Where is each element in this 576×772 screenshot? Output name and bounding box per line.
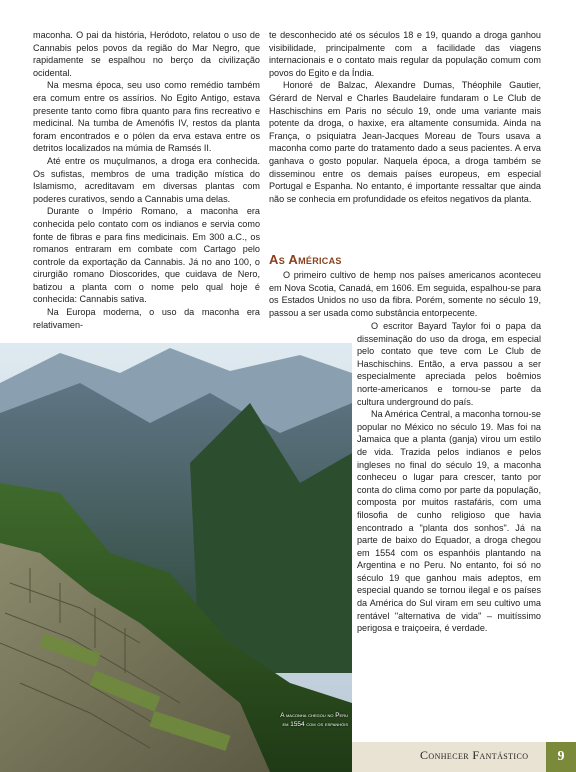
text-column-right-bottom	[357, 320, 541, 635]
paragraph: Na Europa moderna, o uso da maconha era relativamen-	[33, 307, 260, 330]
paragraph: te desconhecido até os séculos 18 e 19, quando a droga ganhou visibilidade, principalmente com a facilidade das viagens internacionais e o contato mais regular da população comum com povos do Egito e da Índia.	[269, 30, 541, 78]
page-number: 9	[546, 742, 576, 772]
paragraph: Honoré de Balzac, Alexandre Dumas, Théophile Gautier, Gérard de Nerval e Charles Baudelaire fundaram o Le Club de Haschischins em Paris no século 19, onde uma variante mais potente da droga, o haxixe, era altamente consumida. Ainda na França, o psiquiatra Jean-Jacques Moreau de Tours usava a maconha como parte do tratamento dado a seus pacientes. A erva ganhava o gosto popular. Naquela época, a droga também se disseminou entre os demais países europeus, em especial Portugal e Espanha. No entanto, é importante ressaltar que ainda não se conhecia em profundidade os efeitos negativos da planta.	[269, 80, 541, 204]
footer-title: Conhecer Fantástico	[420, 748, 529, 762]
paragraph: O escritor Bayard Taylor foi o papa da disseminação do uso da droga, em especial pelo contato que teve com Le Club de Haschischins. Então, a erva passou a ser especialmente apreciada pelos boêmios norte-americanos e tornou-se parte da cultura underground do país.	[357, 321, 541, 407]
section-heading: As Américas	[269, 252, 342, 267]
paragraph: Durante o Império Romano, a maconha era conhecida pelo contato com os indianos e servia como fonte de fibras e para fins medicinais. Em 300 a.C., os romanos entraram em combate com Cartago pelo controle da exportação da Cannabis. Já no ano 100, o cirurgião romano Dioscorides, que cuidava de Nero, batizou a planta com o nome pelo qual hoje é conhecida: Cannabis sativa.	[33, 206, 260, 305]
paragraph: Na América Central, a maconha tornou-se popular no México no século 19. Mas foi na Jamaica que a planta (ganja) virou um estilo de vida. Trazida pelos indianos e pelos ingleses no final do século 19, a maconha conheceu o lugar para crescer, tanto por conta do clima como por parte da população, composta por muitos rastafáris, com uma filosofia de cunho religioso que havia encontrado a "planta dos sonhos". Já na parte de baixo do Equador, a droga chegou em 1554 com os espanhóis plantando na Argentina e no Peru. No entanto, foi só no século 19 que ganhou mais adeptos, em especial quando se tornou ilegal e os países da América do Sul viram em seu cultivo uma rentável "alternativa de vida" – muitíssimo perigosa e traiçoeira, é verdade.	[357, 409, 541, 634]
photo-caption: A maconha chegou no Peru em 1554 com os espanhóis	[280, 712, 348, 728]
paragraph: Até entre os muçulmanos, a droga era conhecida. Os sufistas, membros de uma tradição mística do Islamismo, acreditavam em diversas plantas com poderes curativos, sendo a Cannabis uma delas.	[33, 155, 260, 204]
text-column-right	[269, 29, 541, 205]
paragraph: Na mesma época, seu uso como remédio também era comum entre os assírios. No Egito Antigo, estava presente tanto como fibra quanto para fins recreativo e medicinal. Na tumba de Amenófis IV, restos da planta foram encontrados e o pólen da erva estava entre os detritos localizados na múmia de Ramsés II.	[33, 80, 260, 154]
paragraph: O primeiro cultivo de hemp nos países americanos aconteceu em Nova Scotia, Canadá, em 1606. Em seguida, espalhou-se para os Estados Unidos no uso da fibra. Porém, somente no século 19, passou a ser usada como substância entorpecente.	[269, 270, 541, 318]
machu-picchu-photo	[0, 343, 352, 772]
text-column-left	[33, 29, 260, 331]
paragraph: maconha. O pai da história, Heródoto, relatou o uso de Cannabis pelos povos da região do Mar Negro, que rapidamente se espalhou no berço da civilização ocidental.	[33, 30, 260, 78]
americas-intro	[269, 269, 541, 319]
